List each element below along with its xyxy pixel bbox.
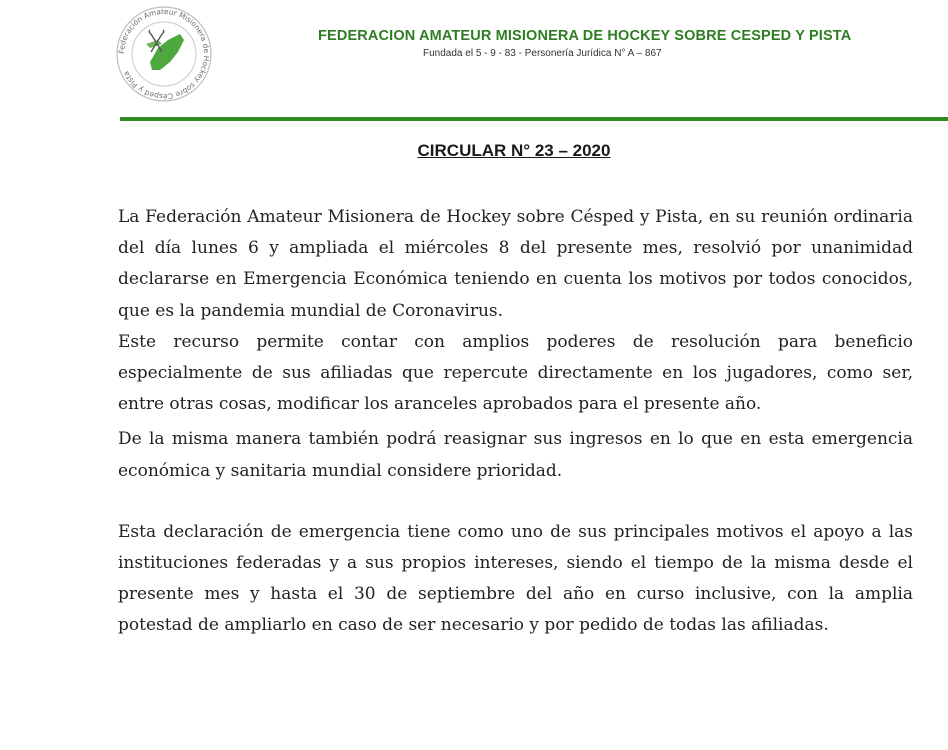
founding-info: Fundada el 5 - 9 - 83 - Personería Jurídica N° A – 867 bbox=[423, 48, 662, 59]
header-divider bbox=[120, 117, 948, 121]
circular-body bbox=[118, 202, 913, 642]
paragraph-4: Esta declaración de emergencia tiene como uno de sus principales motivos el apoyo a las instituciones federadas y a sus propios intereses, siendo el tiempo de la misma desde el presente mes y hasta el 30 de septiembre del año en curso inclusive, con la amplia potestad de ampliarlo en caso de ser necesario y por pedido de todas las afiliadas. bbox=[118, 521, 913, 636]
federation-logo bbox=[106, 4, 222, 104]
federation-name: FEDERACION AMATEUR MISIONERA DE HOCKEY SOBRE CESPED Y PISTA bbox=[318, 28, 852, 44]
logo-ring-text: Federación Amateur Misionera de Hockey sobre Césped y Pista bbox=[116, 6, 212, 102]
paragraph-2: Este recurso permite contar con amplios poderes de resolución para beneficio especialmente de sus afiliadas que repercute directamente en los jugadores, como ser, entre otras cosas, modificar los aranceles aprobados para el presente año. bbox=[118, 331, 913, 415]
paragraph-1: La Federación Amateur Misionera de Hockey sobre Césped y Pista, en su reunión ordinaria del día lunes 6 y ampliada el miércoles 8 del presente mes, resolvió por unanimidad declararse en Emergencia Económica teniendo en cuenta los motivos por todos conocidos, que es la pandemia mundial de Coronavirus. bbox=[118, 207, 913, 321]
paragraph-3: De la misma manera también podrá reasignar sus ingresos en lo que en esta emergencia económica y sanitaria mundial considere prioridad. bbox=[118, 429, 913, 481]
circular-title: CIRCULAR N° 23 – 2020 bbox=[417, 141, 611, 160]
map-hockey-sticks-icon bbox=[106, 4, 222, 104]
